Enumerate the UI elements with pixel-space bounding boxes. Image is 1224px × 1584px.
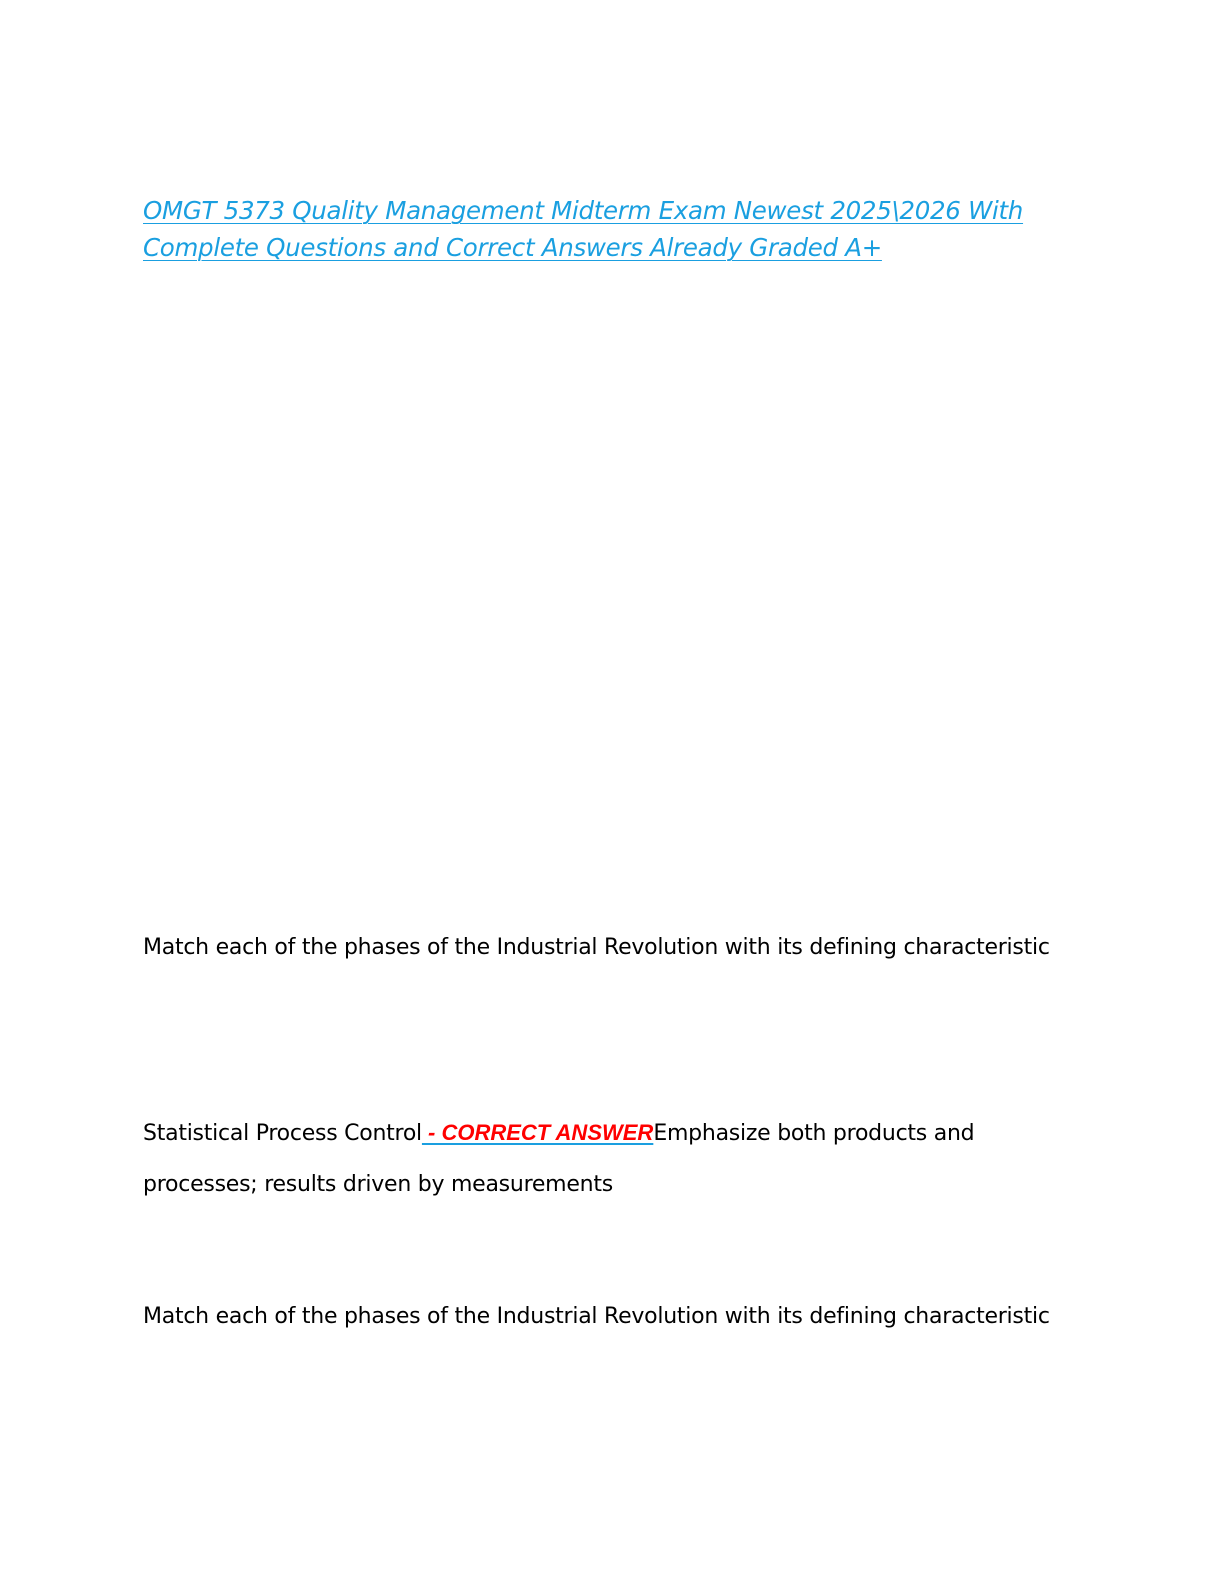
document-title-link[interactable]: OMGT 5373 Quality Management Midterm Exam Newest 2025\2026 With Complete Questions and Correct Answers Already Graded A+	[143, 196, 1024, 262]
correct-answer-marker: - CORRECT ANSWER	[421, 1120, 654, 1145]
question-text: Match each of the phases of the Industrial Revolution with its defining characteristic	[143, 1304, 1050, 1329]
answer-entry	[143, 1107, 1073, 1210]
question-text: Match each of the phases of the Industrial Revolution with its defining characteristic	[143, 935, 1050, 960]
answer-term: Statistical Process Control	[143, 1121, 422, 1146]
answer-text: Emphasize both products and processes; results driven by measurements	[143, 1121, 975, 1197]
